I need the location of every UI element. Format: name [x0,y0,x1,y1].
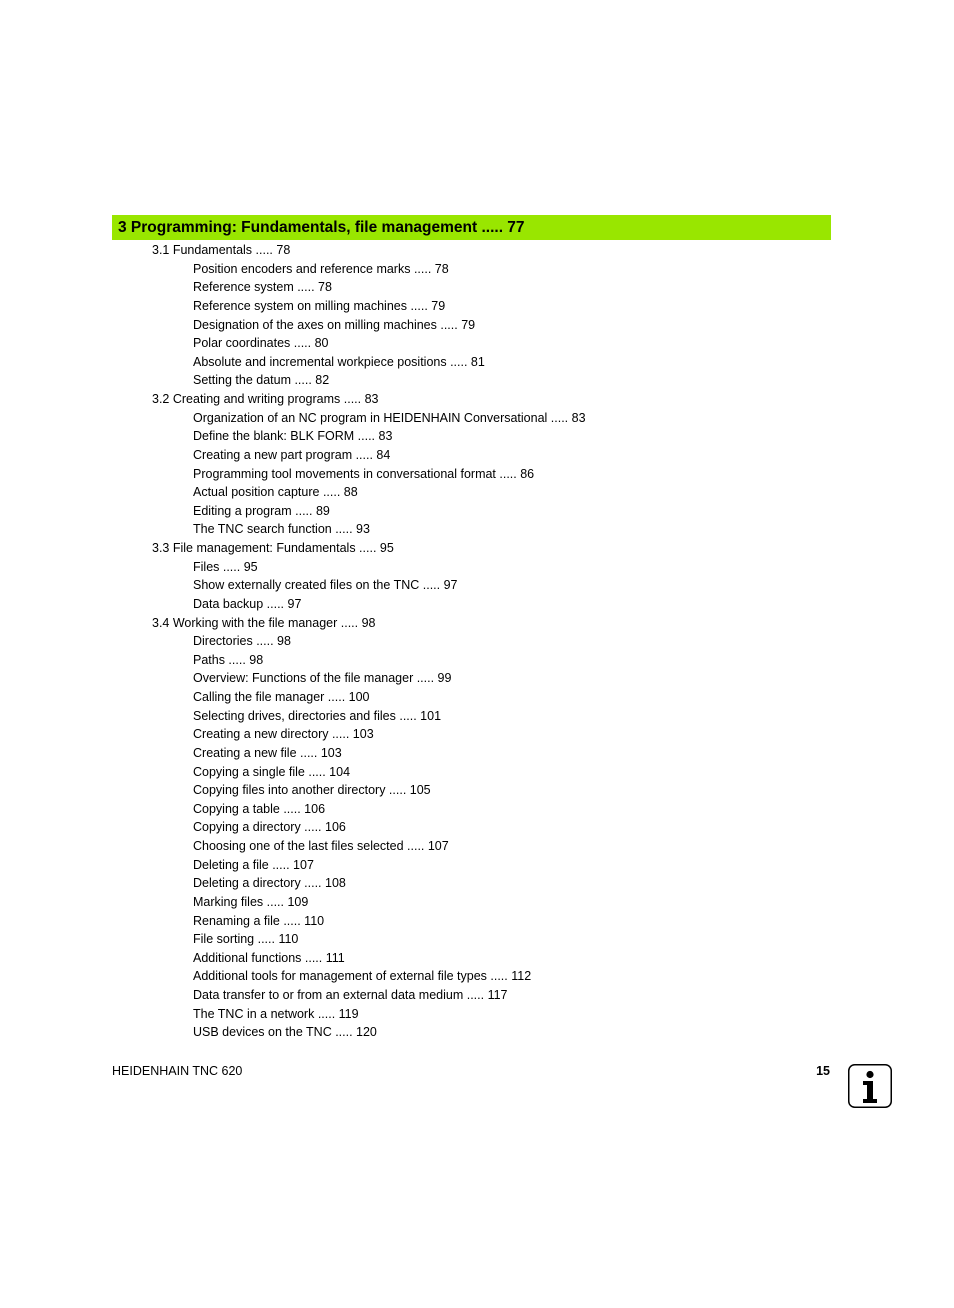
toc-subsection-entry[interactable]: Deleting a file ..... 107 [193,857,314,872]
toc-subsection-entry[interactable]: Creating a new part program ..... 84 [193,447,391,462]
toc-subsection-entry[interactable]: Calling the file manager ..... 100 [193,690,370,704]
toc-subsection-entry[interactable]: Creating a new directory ..... 103 [193,727,374,742]
toc-subsection-entry[interactable]: Actual position capture ..... 88 [193,485,358,500]
toc-subsection-entry[interactable]: Copying a single file ..... 104 [193,764,351,779]
toc-subsection-entry[interactable]: Choosing one of the last files selected ..... 107 [193,839,449,853]
toc-subsection-entry[interactable]: Polar coordinates ..... 80 [193,336,329,351]
toc-subsection-entry[interactable]: Reference system ..... 78 [193,280,332,295]
info-icon-dot [866,1071,873,1078]
toc-subsection-entry[interactable]: Designation of the axes on milling machines ..... 79 [193,317,476,332]
table-of-contents [0,241,954,1042]
info-icon [848,1064,892,1108]
toc-subsection-entry[interactable]: Setting the datum ..... 82 [193,373,330,388]
toc-subsection-entry[interactable]: Programming tool movements in conversational format ..... 86 [193,466,535,481]
toc-subsection-entry[interactable]: Copying files into another directory ..... 105 [193,783,431,798]
toc-subsection-entry[interactable]: Overview: Functions of the file manager ..... 99 [193,671,452,686]
chapter-heading[interactable]: 3 Programming: Fundamentals, file management ..... 77 [112,215,831,240]
toc-subsection-entry[interactable]: Additional tools for management of external file types ..... 112 [193,969,532,984]
toc-subsection-entry[interactable]: Copying a table ..... 106 [193,801,326,816]
toc-subsection-entry[interactable]: The TNC search function ..... 93 [193,522,370,537]
toc-section-entry[interactable]: 3.4 Working with the file manager ..... 98 [152,615,376,630]
toc-subsection-entry[interactable]: Define the blank: BLK FORM ..... 83 [193,429,393,444]
toc-subsection-entry[interactable]: The TNC in a network ..... 119 [193,1006,359,1021]
toc-subsection-entry[interactable]: USB devices on the TNC ..... 120 [193,1025,377,1040]
toc-subsection-entry[interactable]: Renaming a file ..... 110 [193,913,325,928]
toc-subsection-entry[interactable]: Directories ..... 98 [193,634,291,649]
toc-subsection-entry[interactable]: File sorting ..... 110 [193,932,299,947]
toc-subsection-entry[interactable]: Files ..... 95 [193,559,258,574]
toc-subsection-entry[interactable]: Editing a program ..... 89 [193,503,330,518]
page-number: 15 [816,1064,830,1078]
toc-subsection-entry[interactable]: Position encoders and reference marks ..... 78 [193,261,449,276]
toc-section-entry[interactable]: 3.2 Creating and writing programs ..... 83 [152,392,379,406]
footer-title: HEIDENHAIN TNC 620 [112,1064,243,1078]
toc-subsection-entry[interactable]: Data transfer to or from an external data medium ..... 117 [193,988,508,1002]
toc-subsection-entry[interactable]: Selecting drives, directories and files ..... 101 [193,708,442,723]
toc-subsection-entry[interactable]: Data backup ..... 97 [193,596,302,611]
toc-subsection-entry[interactable]: Reference system on milling machines ..... 79 [193,298,446,313]
toc-subsection-entry[interactable]: Creating a new file ..... 103 [193,745,342,760]
toc-subsection-entry[interactable]: Organization of an NC program in HEIDENHAIN Conversational ..... 83 [193,410,586,425]
toc-section-entry[interactable]: 3.3 File management: Fundamentals ..... 95 [152,541,394,555]
toc-subsection-entry[interactable]: Deleting a directory ..... 108 [193,876,346,891]
toc-section-entry[interactable]: 3.1 Fundamentals ..... 78 [152,243,291,257]
toc-subsection-entry[interactable]: Marking files ..... 109 [193,894,309,909]
toc-subsection-entry[interactable]: Show externally created files on the TNC ..... 97 [193,578,458,593]
toc-subsection-entry[interactable]: Copying a directory ..... 106 [193,820,346,835]
toc-subsection-entry[interactable]: Additional functions ..... 111 [193,950,345,965]
toc-subsection-entry[interactable]: Absolute and incremental workpiece positions ..... 81 [193,354,485,369]
toc-subsection-entry[interactable]: Paths ..... 98 [193,652,264,667]
